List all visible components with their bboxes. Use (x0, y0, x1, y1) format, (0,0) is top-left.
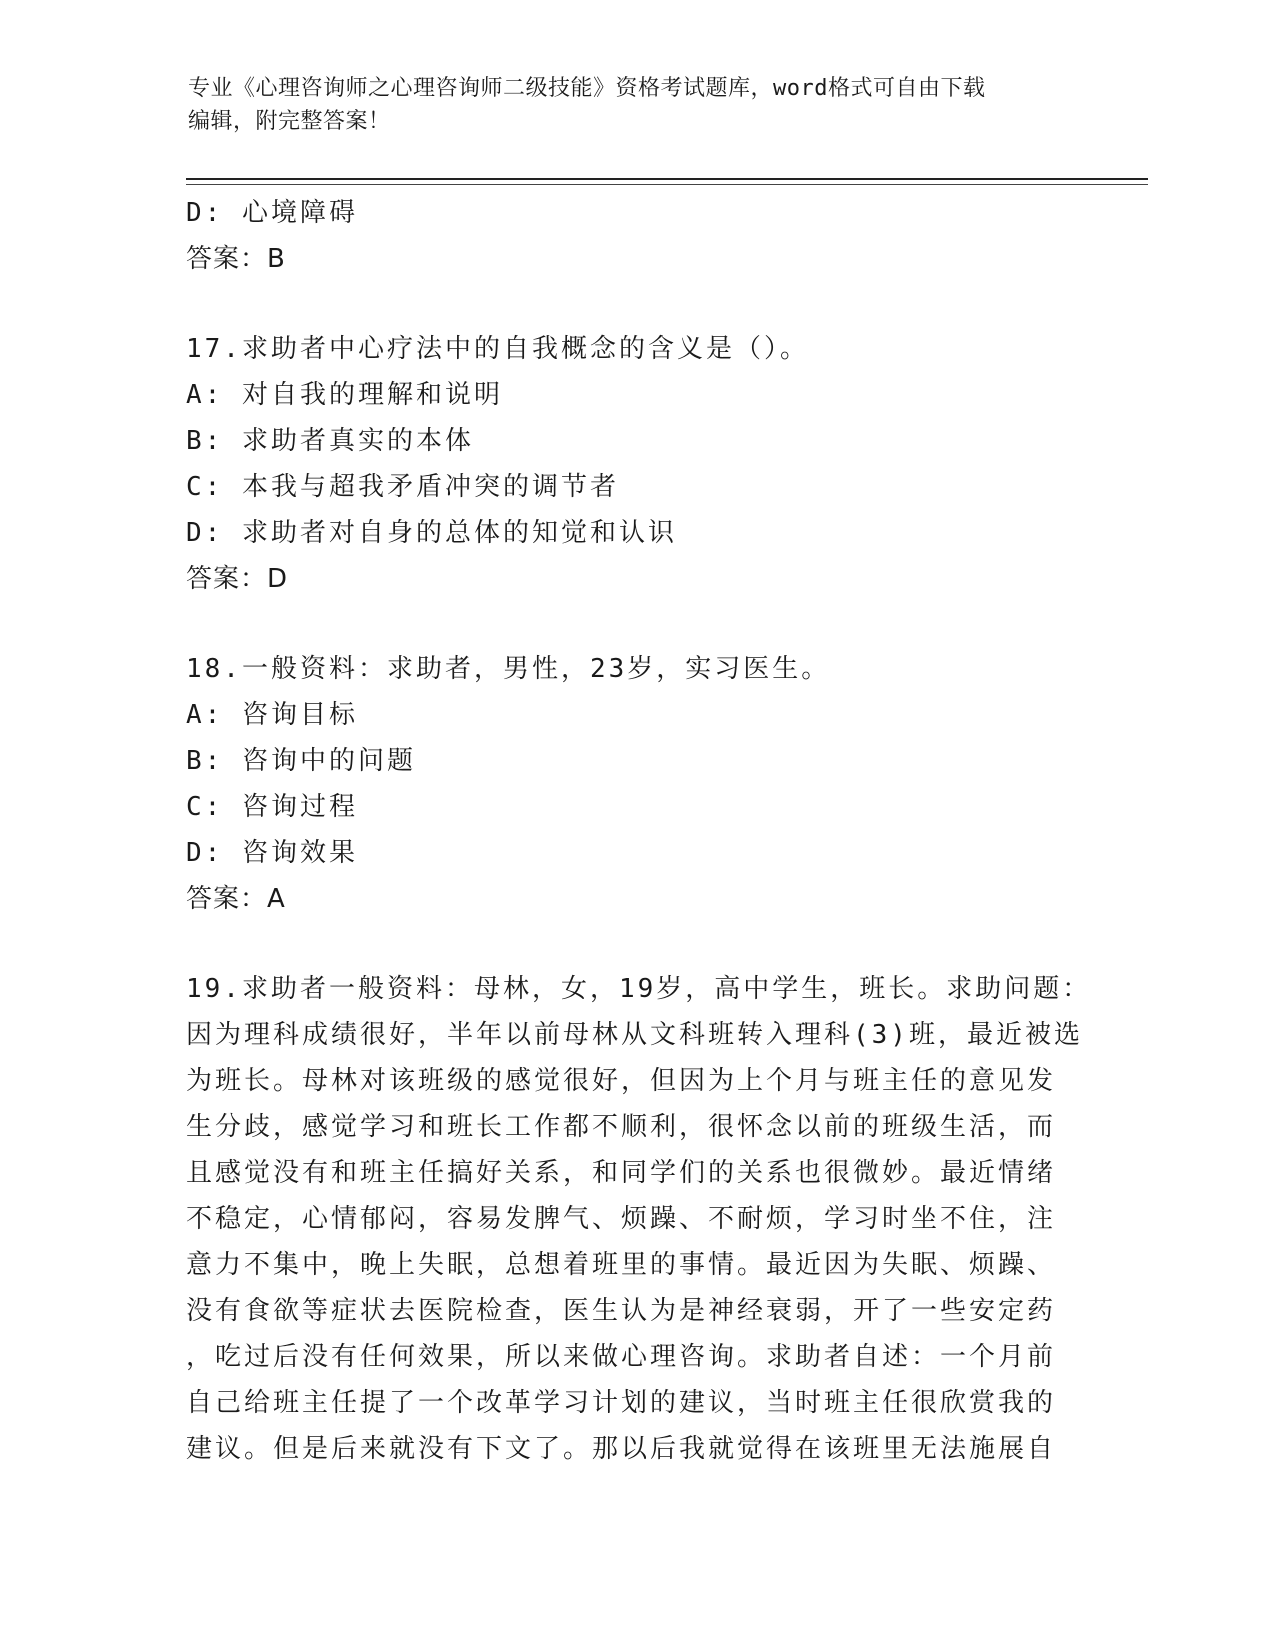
question-19 (186, 966, 1092, 1472)
question-19-line: 19.求助者一般资料：母林，女，19岁，高中学生，班长。求助问题： (186, 974, 1092, 1004)
spacer (186, 602, 1076, 646)
header-rule-thick (186, 178, 1148, 180)
question-19-line: 生分歧，感觉学习和班长工作都不顺利，很怀念以前的班级生活，而 (186, 1112, 1057, 1142)
question-19-line: 自己给班主任提了一个改革学习计划的建议，当时班主任很欣赏我的 (186, 1388, 1057, 1418)
document-header (188, 72, 1088, 138)
spacer (186, 282, 1076, 326)
question-19-line: 因为理科成绩很好，半年以前母林从文科班转入理科(3)班，最近被选 (186, 1020, 1083, 1050)
header-line-1: 专业《心理咨询师之心理咨询师二级技能》资格考试题库，word格式可自由下载 (188, 76, 986, 101)
option-a: A: 对自我的理解和说明 (186, 380, 503, 410)
option-a: A: 咨询目标 (186, 700, 358, 730)
question-19-line: ，吃过后没有任何效果，所以来做心理咨询。求助者自述：一个月前 (186, 1342, 1057, 1372)
question-stem: 18.一般资料：求助者，男性，23岁，实习医生。 (186, 654, 831, 684)
header-line-2: 编辑，附完整答案！ (188, 109, 391, 134)
question-19-line: 建议。但是后来就没有下文了。那以后我就觉得在该班里无法施展自 (186, 1434, 1057, 1464)
option-d: D: 咨询效果 (186, 838, 358, 868)
answer-line: 答案：D (186, 564, 289, 594)
question-18 (186, 646, 1076, 922)
option-d: D: 心境障碍 (186, 198, 358, 228)
question-19-line: 为班长。母林对该班级的感觉很好，但因为上个月与班主任的意见发 (186, 1066, 1057, 1096)
document-body (186, 190, 1092, 1472)
answer-line: 答案：A (186, 884, 286, 914)
question-stem: 17.求助者中心疗法中的自我概念的含义是（）。 (186, 334, 809, 364)
question-16-tail (186, 190, 1076, 282)
option-c: C: 本我与超我矛盾冲突的调节者 (186, 472, 619, 502)
question-19-line: 且感觉没有和班主任搞好关系，和同学们的关系也很微妙。最近情绪 (186, 1158, 1057, 1188)
option-b: B: 咨询中的问题 (186, 746, 416, 776)
answer-line: 答案：B (186, 244, 286, 274)
option-c: C: 咨询过程 (186, 792, 358, 822)
option-d: D: 求助者对自身的总体的知觉和认识 (186, 518, 677, 548)
question-19-line: 不稳定，心情郁闷，容易发脾气、烦躁、不耐烦，学习时坐不住，注 (186, 1204, 1057, 1234)
question-17 (186, 326, 1076, 602)
question-19-line: 没有食欲等症状去医院检查，医生认为是神经衰弱，开了一些安定药 (186, 1296, 1057, 1326)
option-b: B: 求助者真实的本体 (186, 426, 474, 456)
header-rule-thin (186, 184, 1148, 185)
question-19-line: 意力不集中，晚上失眠，总想着班里的事情。最近因为失眠、烦躁、 (186, 1250, 1057, 1280)
spacer (186, 922, 1076, 966)
